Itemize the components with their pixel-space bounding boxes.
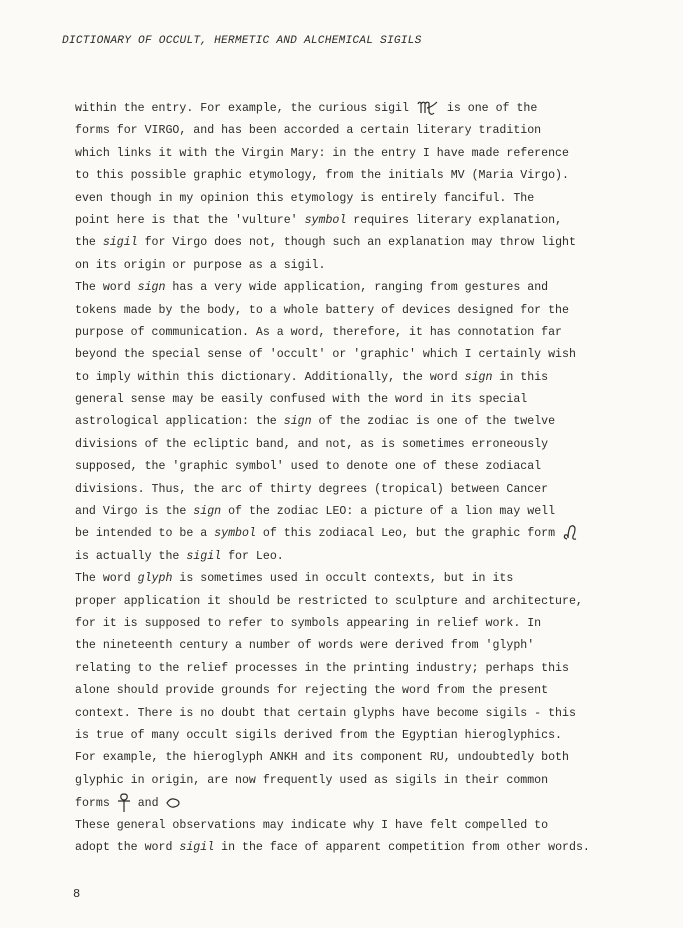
text-run: forms <box>75 797 117 811</box>
text-run: glyphic in origin, are now frequently used as sigils in their common <box>75 773 549 787</box>
text-run: and <box>130 797 166 811</box>
text-run: context. There is no doubt that certain glyphs have become sigils - this <box>75 706 576 720</box>
text-run: beyond the special sense of 'occult' or 'graphic' which I certainly wish <box>75 348 576 362</box>
ru-sigil-icon <box>166 797 180 809</box>
text-run: The word <box>75 281 138 295</box>
text-line <box>75 367 655 389</box>
body-text <box>75 98 655 859</box>
text-run: for Virgo does not, though such an explanation may throw light <box>137 236 576 250</box>
text-line <box>75 210 655 232</box>
text-run: divisions of the ecliptic band, and not, as is sometimes erroneously <box>75 437 549 451</box>
italic-term: sigil <box>186 549 222 563</box>
text-run: adopt the word <box>75 840 180 854</box>
text-line <box>75 747 655 769</box>
text-line <box>75 143 655 165</box>
italic-term: symbol <box>214 527 256 541</box>
text-line <box>75 255 655 277</box>
text-line <box>75 165 655 187</box>
text-run: on its origin or purpose as a sigil. <box>75 258 326 272</box>
text-line <box>75 591 655 613</box>
text-line <box>75 770 655 792</box>
text-line <box>75 815 655 837</box>
text-line <box>75 635 655 657</box>
text-run: of this zodiacal Leo, but the graphic form <box>255 527 563 541</box>
text-line <box>75 120 655 142</box>
leo-sigil-icon <box>562 523 580 543</box>
text-line <box>75 434 655 456</box>
text-line <box>75 411 655 433</box>
text-run: in the face of apparent competition from other words. <box>214 840 590 854</box>
italic-term: glyph <box>137 572 173 586</box>
ankh-sigil-icon <box>117 792 131 814</box>
virgo-sigil-icon <box>416 98 440 118</box>
text-line <box>75 703 655 725</box>
text-line <box>75 300 655 322</box>
text-run: divisions. Thus, the arc of thirty degrees (tropical) between Cancer <box>75 482 549 496</box>
text-run: is one of the <box>439 102 538 116</box>
text-run: in this <box>492 370 549 384</box>
text-run: is sometimes used in occult contexts, but in its <box>172 572 514 586</box>
text-line <box>75 479 655 501</box>
text-line <box>75 322 655 344</box>
running-header: DICTIONARY OF OCCULT, HERMETIC AND ALCHEMICAL SIGILS <box>62 35 422 47</box>
text-run: of the zodiac LEO: a picture of a lion may well <box>221 505 556 519</box>
text-line <box>75 613 655 635</box>
text-line <box>75 568 655 590</box>
italic-term: symbol <box>304 213 347 227</box>
text-run: alone should provide grounds for rejecting the word from the present <box>75 684 549 698</box>
text-run: general sense may be easily confused with the word in its special <box>75 393 528 407</box>
text-line <box>75 523 655 545</box>
text-run: within the entry. For example, the curious sigil <box>75 102 416 116</box>
text-run: for it is supposed to refer to symbols appearing in relief work. In <box>75 616 542 630</box>
text-run: proper application it should be restricted to sculpture and architecture, <box>75 594 583 608</box>
text-line <box>75 98 655 120</box>
text-line <box>75 188 655 210</box>
text-line <box>75 546 655 568</box>
text-line <box>75 658 655 680</box>
text-line <box>75 725 655 747</box>
text-run: which links it with the Virgin Mary: in the entry I have made reference <box>75 146 569 160</box>
text-line <box>75 792 655 814</box>
text-run: supposed, the 'graphic symbol' used to denote one of these zodiacal <box>75 460 542 474</box>
text-run: forms for VIRGO, and has been accorded a certain literary tradition <box>75 124 542 138</box>
italic-term: sign <box>464 370 493 384</box>
text-line <box>75 680 655 702</box>
text-line <box>75 277 655 299</box>
italic-term: sign <box>137 281 166 295</box>
text-run: and Virgo is the <box>75 505 194 519</box>
italic-term: sigil <box>102 236 138 250</box>
text-run: the nineteenth century a number of words were derived from 'glyph' <box>75 639 535 653</box>
text-run: is actually the <box>75 549 187 563</box>
text-run: for Leo. <box>221 549 284 563</box>
text-run: purpose of communication. As a word, therefore, it has connotation far <box>75 325 563 339</box>
text-line <box>75 344 655 366</box>
text-run: has a very wide application, ranging from gestures and <box>165 281 549 295</box>
text-run: be intended to be a <box>75 527 215 541</box>
text-run: The word <box>75 572 138 586</box>
text-line <box>75 232 655 254</box>
text-run: These general observations may indicate why I have felt compelled to <box>75 818 549 832</box>
text-line <box>75 456 655 478</box>
text-run: tokens made by the body, to a whole battery of devices designed for the <box>75 303 569 317</box>
text-line <box>75 837 655 859</box>
text-run: of the zodiac is one of the twelve <box>311 415 556 429</box>
text-run: to this possible graphic etymology, from the initials MV (Maria Virgo). <box>75 169 569 183</box>
text-run: to imply within this dictionary. Additionally, the word <box>75 370 465 384</box>
text-run: the <box>75 236 103 250</box>
text-run: even though in my opinion this etymology is entirely fanciful. The <box>75 191 535 205</box>
text-run: is true of many occult sigils derived from the Egyptian hieroglyphics. <box>75 728 563 742</box>
text-run: point here is that the 'vulture' <box>75 213 305 227</box>
text-line <box>75 501 655 523</box>
text-run: For example, the hieroglyph ANKH and its component RU, undoubtedly both <box>75 751 569 765</box>
text-run: requires literary explanation, <box>346 213 563 227</box>
italic-term: sign <box>193 505 222 519</box>
page-number: 8 <box>73 887 81 901</box>
text-run: relating to the relief processes in the printing industry; perhaps this <box>75 661 569 675</box>
text-line <box>75 389 655 411</box>
text-run: astrological application: the <box>75 415 284 429</box>
italic-term: sign <box>283 415 312 429</box>
italic-term: sigil <box>179 840 215 854</box>
